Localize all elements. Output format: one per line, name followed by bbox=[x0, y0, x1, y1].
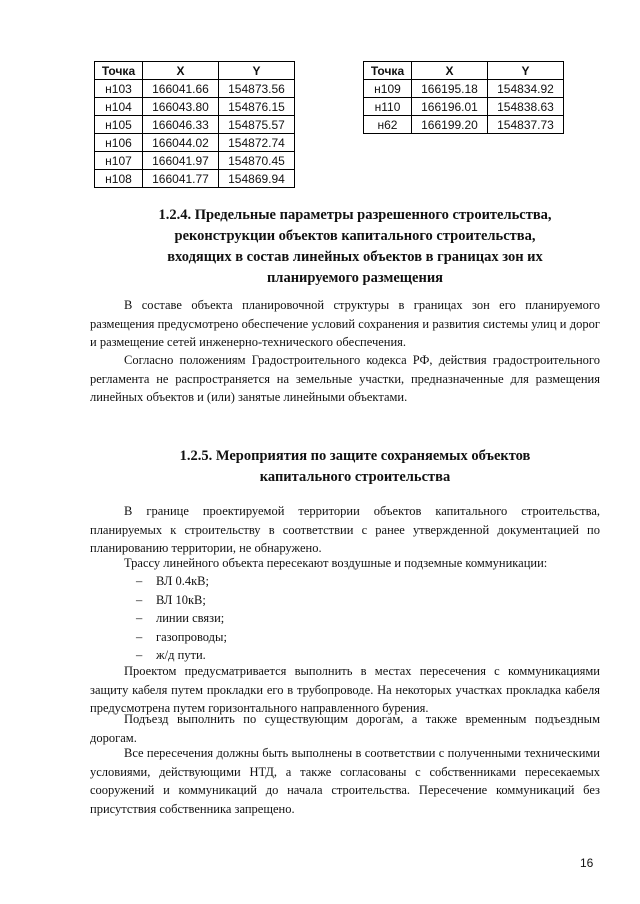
table-header-row bbox=[364, 62, 564, 80]
table-row bbox=[364, 80, 564, 98]
list-item-text: ж/д пути. bbox=[156, 648, 206, 662]
point-cell: н106 bbox=[95, 134, 143, 152]
column-header-point: Точка bbox=[95, 62, 143, 80]
heading-line: планируемого размещения bbox=[266, 270, 444, 286]
list-item-text: ВЛ 0.4кВ; bbox=[156, 574, 209, 588]
column-header-y: Y bbox=[488, 62, 564, 80]
point-cell: н104 bbox=[95, 98, 143, 116]
x-cell: 166196.01 bbox=[412, 98, 488, 116]
heading-line: 1.2.4. Предельные параметры разрешенного строительства, bbox=[158, 207, 552, 223]
paragraph-access-roads: Подъезд выполнить по существующим дорогам, а также временным подъездным дорогам. bbox=[90, 712, 600, 745]
point-cell: н103 bbox=[95, 80, 143, 98]
heading-line: капитального строительства bbox=[259, 469, 451, 485]
y-cell: 154838.63 bbox=[488, 98, 564, 116]
x-cell: 166046.33 bbox=[143, 116, 219, 134]
table-row bbox=[364, 116, 564, 134]
x-cell: 166041.77 bbox=[143, 170, 219, 188]
coordinates-table-left bbox=[94, 61, 295, 188]
section-heading-1-2-5 bbox=[140, 446, 570, 488]
y-cell: 154872.74 bbox=[219, 134, 295, 152]
bullet-dash: – bbox=[136, 574, 143, 588]
paragraph-urban-code: Согласно положениям Градостроительного кодекса РФ, действия градостроительного регламента не распространяется на земельные участки, предназначенные для размещения линейных объектов и (или) занятые линейными объектами. bbox=[90, 353, 600, 404]
column-header-x: X bbox=[143, 62, 219, 80]
table-row bbox=[95, 152, 295, 170]
x-cell: 166043.80 bbox=[143, 98, 219, 116]
y-cell: 154875.57 bbox=[219, 116, 295, 134]
y-cell: 154834.92 bbox=[488, 80, 564, 98]
x-cell: 166044.02 bbox=[143, 134, 219, 152]
paragraph-no-objects: В границе проектируемой территории объектов капитального строительства, планируемых к строительству в соответствии с ранее утвержденной документацией по планированию территории, не обнаружено. bbox=[90, 504, 600, 555]
table-row bbox=[95, 170, 295, 188]
point-cell: н110 bbox=[364, 98, 412, 116]
point-cell: н109 bbox=[364, 80, 412, 98]
point-cell: н108 bbox=[95, 170, 143, 188]
x-cell: 166199.20 bbox=[412, 116, 488, 134]
communications-list bbox=[136, 572, 227, 665]
x-cell: 166041.97 bbox=[143, 152, 219, 170]
paragraph-planning-structure: В составе объекта планировочной структуры в границах зон его планируемого размещения предусмотрено обеспечение условий сохранения и развития системы улиц и дорог и размещение сетей инженерно-технического обеспечения. bbox=[90, 298, 600, 349]
y-cell: 154869.94 bbox=[219, 170, 295, 188]
column-header-point: Точка bbox=[364, 62, 412, 80]
table-row bbox=[95, 134, 295, 152]
list-item bbox=[136, 591, 227, 610]
point-cell: н105 bbox=[95, 116, 143, 134]
heading-line: реконструкции объектов капитального строительства, bbox=[174, 228, 536, 244]
y-cell: 154876.15 bbox=[219, 98, 295, 116]
list-item-text: линии связи; bbox=[156, 611, 225, 625]
list-item bbox=[136, 572, 227, 591]
x-cell: 166195.18 bbox=[412, 80, 488, 98]
column-header-y: Y bbox=[219, 62, 295, 80]
section-heading-1-2-4 bbox=[120, 205, 590, 289]
paragraph-crossing-requirements: Все пересечения должны быть выполнены в соответствии с полученными техническими условиями, действующими НТД, а также согласованы с собственниками пересекаемых сооружений и коммуникаций до начала строительства. Пересечение коммуникаций без присутствия собственника запрещено. bbox=[90, 746, 600, 816]
bullet-dash: – bbox=[136, 648, 143, 662]
heading-line: входящих в состав линейных объектов в границах зон их bbox=[167, 249, 543, 265]
y-cell: 154870.45 bbox=[219, 152, 295, 170]
y-cell: 154873.56 bbox=[219, 80, 295, 98]
list-item bbox=[136, 628, 227, 647]
list-item bbox=[136, 609, 227, 628]
table-header-row bbox=[95, 62, 295, 80]
x-cell: 166041.66 bbox=[143, 80, 219, 98]
table-row bbox=[364, 98, 564, 116]
bullet-dash: – bbox=[136, 611, 143, 625]
paragraph-crossings-intro: Трассу линейного объекта пересекают воздушные и подземные коммуникации: bbox=[124, 556, 548, 570]
bullet-dash: – bbox=[136, 629, 143, 644]
table-row bbox=[95, 80, 295, 98]
table-row bbox=[95, 116, 295, 134]
coordinates-table-right bbox=[363, 61, 564, 134]
table-row bbox=[95, 98, 295, 116]
page-number: 16 bbox=[580, 856, 594, 870]
paragraph-cable-protection: Проектом предусматривается выполнить в местах пересечения с коммуникациями защиту кабеля путем прокладки его в трубопроводе. На некоторых участках прокладка кабеля предусмотрена путем горизонтального направленного бурения. bbox=[90, 664, 600, 715]
y-cell: 154837.73 bbox=[488, 116, 564, 134]
point-cell: н107 bbox=[95, 152, 143, 170]
bullet-dash: – bbox=[136, 592, 143, 607]
list-item-text: газопроводы; bbox=[156, 629, 227, 644]
list-item-text: ВЛ 10кВ; bbox=[156, 592, 206, 607]
point-cell: н62 bbox=[364, 116, 412, 134]
column-header-x: X bbox=[412, 62, 488, 80]
heading-line: 1.2.5. Мероприятия по защите сохраняемых объектов bbox=[179, 448, 531, 464]
